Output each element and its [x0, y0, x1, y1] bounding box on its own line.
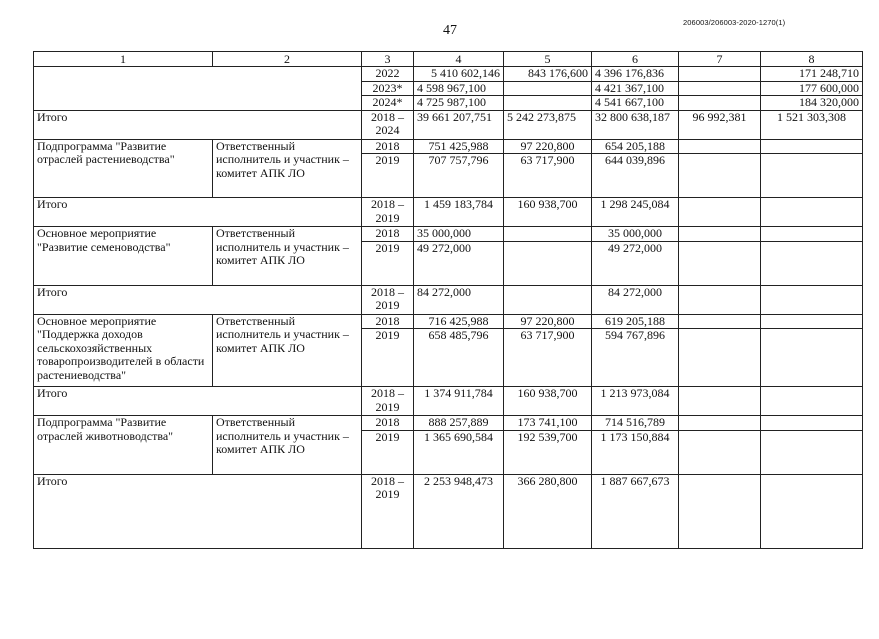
header-cell: 1 [34, 52, 213, 67]
value-cell [761, 430, 863, 474]
total-label: Итого [34, 474, 362, 548]
value-cell: 160 938,700 [504, 387, 592, 416]
value-cell [679, 81, 761, 96]
value-cell [679, 416, 761, 431]
total-label: Итого [34, 387, 362, 416]
value-cell: 32 800 638,187 [592, 110, 679, 139]
value-cell [679, 139, 761, 154]
value-cell: 658 485,796 [414, 329, 504, 387]
value-cell [761, 314, 863, 329]
value-cell [679, 474, 761, 548]
value-cell: 49 272,000 [592, 241, 679, 285]
program-name-cell: Основное мероприятие "Поддержка доходов сельскохозяйственных товаропроизводителей в области растениеводства" [34, 314, 213, 387]
value-cell [679, 241, 761, 285]
value-cell: 63 717,900 [504, 329, 592, 387]
value-cell [761, 241, 863, 285]
header-cell: 5 [504, 52, 592, 67]
value-cell: 173 741,100 [504, 416, 592, 431]
value-cell [761, 387, 863, 416]
responsible-cell: Ответственный исполнитель и участник – комитет АПК ЛО [213, 139, 362, 198]
value-cell [679, 314, 761, 329]
value-cell: 4 598 967,100 [414, 81, 504, 96]
table-header-row [34, 52, 863, 67]
value-cell: 2 253 948,473 [414, 474, 504, 548]
value-cell [679, 227, 761, 242]
value-cell: 97 220,800 [504, 139, 592, 154]
responsible-cell: Ответственный исполнитель и участник – комитет АПК ЛО [213, 314, 362, 387]
value-cell: 1 521 303,308 [761, 110, 863, 139]
year-cell: 2019 [362, 241, 414, 285]
value-cell: 707 757,796 [414, 154, 504, 198]
value-cell: 39 661 207,751 [414, 110, 504, 139]
empty-cell [34, 67, 362, 111]
value-cell [679, 329, 761, 387]
value-cell [679, 285, 761, 314]
value-cell: 594 767,896 [592, 329, 679, 387]
value-cell: 177 600,000 [761, 81, 863, 96]
year-cell: 2019 [362, 329, 414, 387]
value-cell: 1 887 667,673 [592, 474, 679, 548]
header-cell: 8 [761, 52, 863, 67]
value-cell [761, 139, 863, 154]
value-cell: 35 000,000 [414, 227, 504, 242]
value-cell: 84 272,000 [592, 285, 679, 314]
table-row [34, 314, 863, 329]
header-cell: 6 [592, 52, 679, 67]
year-cell: 2023* [362, 81, 414, 96]
year-range-cell: 2018 – 2019 [362, 474, 414, 548]
total-row [34, 110, 863, 139]
year-cell: 2022 [362, 67, 414, 82]
table-row [34, 416, 863, 431]
value-cell: 888 257,889 [414, 416, 504, 431]
value-cell: 171 248,710 [761, 67, 863, 82]
value-cell: 160 938,700 [504, 198, 592, 227]
value-cell: 4 421 367,100 [592, 81, 679, 96]
document-code: 206003/206003-2020-1270(1) [683, 18, 786, 27]
value-cell [761, 285, 863, 314]
year-range-cell: 2018 – 2019 [362, 198, 414, 227]
value-cell: 654 205,188 [592, 139, 679, 154]
program-name-cell: Основное мероприятие "Развитие семеноводства" [34, 227, 213, 286]
year-cell: 2019 [362, 154, 414, 198]
header-cell: 7 [679, 52, 761, 67]
value-cell [761, 416, 863, 431]
table-row [34, 139, 863, 154]
value-cell: 4 396 176,836 [592, 67, 679, 82]
table-row [34, 227, 863, 242]
year-cell: 2018 [362, 416, 414, 431]
value-cell: 97 220,800 [504, 314, 592, 329]
value-cell [504, 241, 592, 285]
value-cell: 1 365 690,584 [414, 430, 504, 474]
total-row [34, 474, 863, 548]
value-cell: 716 425,988 [414, 314, 504, 329]
value-cell: 63 717,900 [504, 154, 592, 198]
year-cell: 2018 [362, 227, 414, 242]
table-row [34, 67, 863, 82]
total-row [34, 285, 863, 314]
value-cell [761, 154, 863, 198]
value-cell [679, 96, 761, 111]
value-cell [679, 67, 761, 82]
year-cell: 2019 [362, 430, 414, 474]
value-cell: 751 425,988 [414, 139, 504, 154]
total-row [34, 198, 863, 227]
value-cell: 96 992,381 [679, 110, 761, 139]
program-name-cell: Подпрограмма "Развитие отраслей животноводства" [34, 416, 213, 475]
value-cell: 5 242 273,875 [504, 110, 592, 139]
year-cell: 2024* [362, 96, 414, 111]
value-cell: 1 173 150,884 [592, 430, 679, 474]
value-cell [679, 430, 761, 474]
value-cell [504, 285, 592, 314]
value-cell: 366 280,800 [504, 474, 592, 548]
value-cell: 714 516,789 [592, 416, 679, 431]
value-cell: 84 272,000 [414, 285, 504, 314]
year-cell: 2018 [362, 139, 414, 154]
value-cell: 843 176,600 [504, 67, 592, 82]
responsible-cell: Ответственный исполнитель и участник – комитет АПК ЛО [213, 416, 362, 475]
value-cell: 644 039,896 [592, 154, 679, 198]
value-cell: 5 410 602,146 [414, 67, 504, 82]
value-cell [761, 198, 863, 227]
year-range-cell: 2018 – 2019 [362, 285, 414, 314]
value-cell [761, 474, 863, 548]
total-row [34, 387, 863, 416]
year-cell: 2018 [362, 314, 414, 329]
value-cell: 49 272,000 [414, 241, 504, 285]
value-cell: 4 541 667,100 [592, 96, 679, 111]
total-label: Итого [34, 285, 362, 314]
value-cell [504, 227, 592, 242]
value-cell: 1 298 245,084 [592, 198, 679, 227]
total-label: Итого [34, 198, 362, 227]
header-cell: 3 [362, 52, 414, 67]
value-cell [761, 227, 863, 242]
page-number: 47 [443, 23, 457, 38]
value-cell [504, 81, 592, 96]
value-cell: 4 725 987,100 [414, 96, 504, 111]
value-cell: 1 213 973,084 [592, 387, 679, 416]
program-name-cell: Подпрограмма "Развитие отраслей растениеводства" [34, 139, 213, 198]
value-cell: 192 539,700 [504, 430, 592, 474]
value-cell [679, 154, 761, 198]
budget-table [33, 51, 863, 549]
value-cell [679, 387, 761, 416]
total-label: Итого [34, 110, 362, 139]
year-range-cell: 2018 – 2019 [362, 387, 414, 416]
year-range-cell: 2018 – 2024 [362, 110, 414, 139]
header-cell: 2 [213, 52, 362, 67]
header-cell: 4 [414, 52, 504, 67]
value-cell: 619 205,188 [592, 314, 679, 329]
value-cell [504, 96, 592, 111]
value-cell: 1 374 911,784 [414, 387, 504, 416]
value-cell: 35 000,000 [592, 227, 679, 242]
value-cell: 184 320,000 [761, 96, 863, 111]
responsible-cell: Ответственный исполнитель и участник – комитет АПК ЛО [213, 227, 362, 286]
value-cell [761, 329, 863, 387]
value-cell [679, 198, 761, 227]
value-cell: 1 459 183,784 [414, 198, 504, 227]
